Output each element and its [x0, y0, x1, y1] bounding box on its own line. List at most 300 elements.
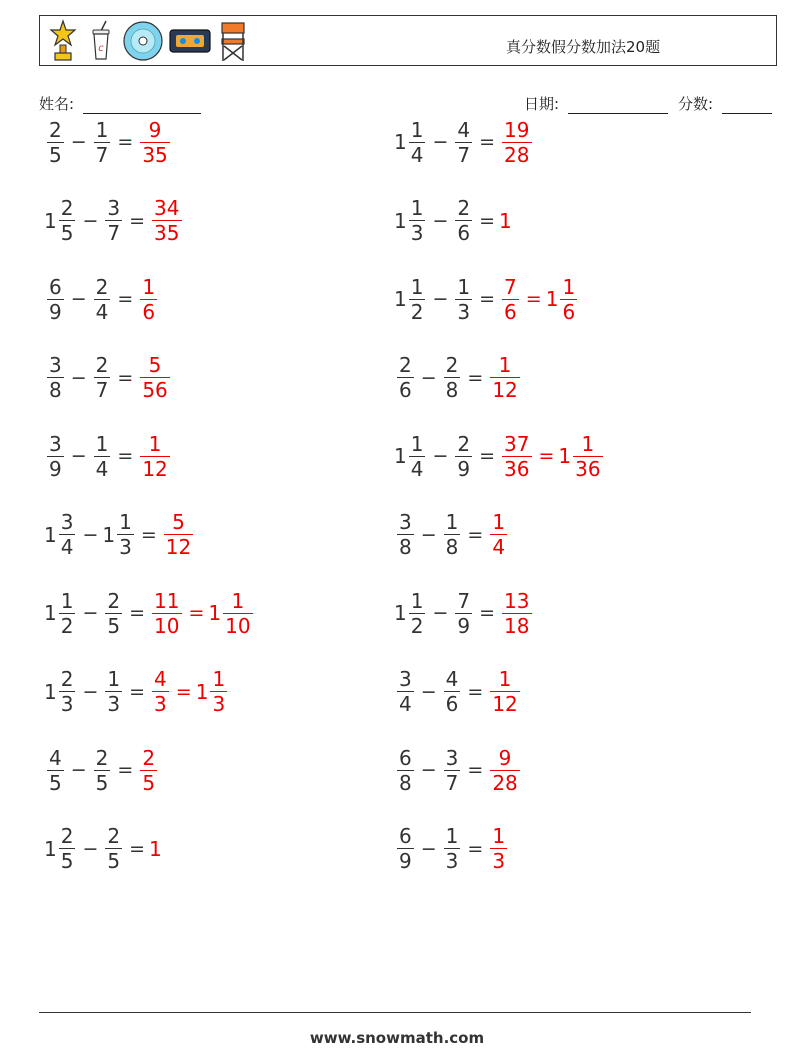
- operand-a-numerator: 1: [60, 588, 74, 613]
- answer-value-numerator: 4: [154, 667, 167, 691]
- operand-b-numerator: 1: [457, 274, 471, 299]
- problem-row: [394, 110, 535, 174]
- operand-a-denominator: 4: [410, 142, 424, 167]
- operand-a-numerator: 2: [60, 667, 74, 691]
- answer-value: [487, 667, 522, 716]
- answer-value-denominator: 36: [504, 456, 530, 481]
- equals-sign: =: [479, 209, 496, 232]
- answer-value-denominator: 3: [492, 849, 506, 873]
- operand-b-fraction: [117, 510, 134, 559]
- answer-value-fraction: [140, 275, 157, 324]
- operand-b: [441, 824, 464, 873]
- answer-value: [499, 209, 511, 233]
- operand-a-numerator: 1: [410, 274, 424, 299]
- answer: [137, 746, 160, 795]
- minus-sign: −: [82, 680, 99, 703]
- minus-sign: −: [432, 288, 449, 310]
- equals-sign: =: [479, 288, 496, 310]
- equals-sign: =: [117, 759, 134, 781]
- answer-value-numerator: 13: [504, 588, 530, 613]
- operand-b-denominator: 7: [95, 142, 109, 167]
- operand-b-fraction: [105, 824, 122, 873]
- operand-a-denominator: 9: [49, 299, 62, 324]
- operand-b: [452, 196, 475, 245]
- minus-sign: −: [420, 837, 437, 860]
- operand-b-denominator: 8: [445, 535, 459, 559]
- operand-a-numerator: 4: [49, 745, 62, 770]
- answer-value-numerator: 1: [492, 824, 506, 848]
- minus-sign: −: [82, 602, 99, 624]
- operand-a-fraction: [59, 667, 76, 716]
- answer-value-numerator: 1: [492, 510, 506, 534]
- answer-value-fraction: [502, 118, 531, 167]
- operand-b-numerator: 4: [457, 117, 471, 142]
- answer-value-numerator: 2: [142, 745, 156, 770]
- operand-a: [394, 275, 428, 324]
- operand-a-denominator: 9: [49, 456, 62, 481]
- answer-value-numerator: 1: [498, 353, 512, 377]
- operand-b-numerator: 3: [445, 745, 459, 770]
- operand-a-denominator: 2: [60, 613, 74, 638]
- answer-value: [137, 118, 172, 167]
- operand-b-numerator: 2: [445, 353, 459, 377]
- operand-a-denominator: 8: [399, 535, 412, 559]
- operand-a-numerator: 6: [399, 824, 412, 848]
- operand-a: [44, 353, 67, 402]
- answer-value-fraction: [140, 118, 169, 167]
- operand-a: [394, 118, 428, 167]
- operand-b-denominator: 7: [95, 378, 109, 402]
- problem-row: [394, 660, 523, 724]
- operand-b-fraction: [444, 510, 461, 559]
- problem-row: [394, 817, 510, 881]
- operand-a-fraction: [397, 824, 414, 873]
- operand-a-fraction: [409, 196, 426, 245]
- operand-a-whole: 1: [394, 444, 407, 468]
- operand-b-fraction: [94, 432, 111, 481]
- answer: [149, 589, 256, 638]
- answer-value-denominator: 28: [504, 142, 530, 167]
- operand-b-numerator: 1: [445, 824, 459, 848]
- minus-sign: −: [420, 759, 437, 781]
- problem-row: [44, 581, 256, 645]
- equals-sign: =: [467, 837, 484, 860]
- operand-b-fraction: [94, 353, 111, 402]
- answer: [499, 118, 534, 167]
- equals-sign: =: [129, 209, 146, 232]
- operand-b: [102, 589, 125, 638]
- problem-row: [44, 503, 196, 567]
- answer-value: [499, 589, 534, 638]
- answer: [149, 667, 230, 716]
- problem-row: [394, 738, 523, 802]
- operand-b-denominator: 4: [95, 456, 109, 481]
- operand-b-fraction: [455, 118, 472, 167]
- operand-a-denominator: 3: [410, 221, 424, 245]
- minus-sign: −: [82, 523, 99, 546]
- answer-value: [149, 196, 184, 245]
- answer-value-denominator: 12: [492, 378, 518, 402]
- minus-sign: −: [432, 131, 449, 153]
- operand-a-fraction: [409, 118, 426, 167]
- operand-b-fraction: [105, 589, 122, 638]
- answer: [487, 667, 522, 716]
- operand-b-denominator: 9: [457, 613, 471, 638]
- answer-value-fraction: [152, 196, 181, 245]
- answer-value-whole: 1: [208, 601, 222, 625]
- minus-sign: −: [82, 209, 99, 232]
- answer: [487, 510, 510, 559]
- operand-b-fraction: [105, 196, 122, 245]
- answer-value-fraction: [152, 667, 169, 716]
- operand-b-numerator: 1: [107, 667, 121, 691]
- operand-a: [394, 196, 428, 245]
- answer-value: [137, 746, 160, 795]
- operand-b: [441, 746, 464, 795]
- operand-a-denominator: 5: [60, 849, 74, 873]
- operand-a: [44, 510, 78, 559]
- operand-a-numerator: 1: [410, 196, 424, 220]
- operand-b: [91, 746, 114, 795]
- answer-value: [546, 275, 580, 324]
- operand-b-numerator: 1: [95, 431, 109, 456]
- operand-b-numerator: 1: [95, 117, 109, 142]
- answer: [137, 432, 172, 481]
- answer-value-fraction: [490, 667, 519, 716]
- operand-b-fraction: [455, 196, 472, 245]
- equals-sign: =: [467, 759, 484, 781]
- date-field: [524, 93, 668, 114]
- operand-b-fraction: [455, 432, 472, 481]
- answer-value-numerator: 7: [504, 274, 517, 299]
- answer-value: [137, 353, 172, 402]
- answer: [161, 510, 196, 559]
- operand-a-denominator: 5: [60, 221, 74, 245]
- operand-a-numerator: 2: [60, 196, 74, 220]
- operand-b-fraction: [444, 746, 461, 795]
- minus-sign: −: [432, 209, 449, 232]
- answer-value-numerator: 1: [498, 667, 512, 691]
- answer-value-denominator: 56: [142, 378, 168, 402]
- operand-b: [91, 432, 114, 481]
- answer-value-fraction: [490, 510, 507, 559]
- answer-value-numerator: 1: [148, 431, 162, 456]
- problem-row: [394, 503, 510, 567]
- operand-b-denominator: 6: [457, 221, 471, 245]
- soda-cup-icon: [84, 19, 118, 63]
- operand-a-fraction: [47, 353, 64, 402]
- answer-value-denominator: 6: [562, 299, 576, 324]
- minus-sign: −: [70, 759, 87, 781]
- equals-sign: =: [479, 131, 496, 153]
- answer: [487, 746, 522, 795]
- answer-value: [499, 118, 534, 167]
- operand-a: [44, 275, 67, 324]
- operand-b-whole: 1: [102, 522, 116, 547]
- operand-a-numerator: 2: [49, 117, 62, 142]
- operand-a-fraction: [409, 275, 426, 324]
- operand-a-numerator: 3: [399, 510, 412, 534]
- operand-a-numerator: 3: [49, 431, 62, 456]
- score-blank-line: [722, 99, 772, 114]
- problem-row: [44, 189, 185, 253]
- operand-b-fraction: [444, 667, 461, 716]
- answer-value-denominator: 10: [225, 613, 251, 638]
- problem-row: [394, 424, 606, 488]
- operand-b-denominator: 9: [457, 456, 471, 481]
- operand-a-whole: 1: [44, 522, 57, 547]
- answer-value-fraction: [140, 746, 157, 795]
- answer-value: [487, 353, 522, 402]
- problem-row: [394, 267, 580, 331]
- answer-value-denominator: 12: [165, 535, 192, 559]
- equals-sign: =: [467, 680, 484, 703]
- operand-a-fraction: [47, 432, 64, 481]
- answer-value-fraction: [502, 432, 531, 481]
- operand-a-denominator: 8: [399, 770, 412, 795]
- answer-value-numerator: 1: [562, 274, 576, 299]
- equals-sign: =: [117, 445, 134, 467]
- operand-a-numerator: 1: [410, 117, 424, 142]
- operand-b-denominator: 8: [445, 378, 459, 402]
- operand-a-denominator: 4: [410, 456, 424, 481]
- answer: [137, 275, 160, 324]
- operand-a-fraction: [397, 510, 414, 559]
- operand-a: [44, 196, 78, 245]
- date-label: 日期:: [524, 95, 560, 113]
- video-cassette-icon: [168, 19, 212, 63]
- answer-value-fraction: [140, 432, 169, 481]
- footer-divider: [39, 1012, 751, 1013]
- operand-a-fraction: [59, 510, 76, 559]
- answer-value-whole: 1: [499, 208, 512, 233]
- operand-a-whole: 1: [394, 601, 407, 625]
- operand-a-fraction: [59, 589, 76, 638]
- operand-b-numerator: 4: [445, 667, 459, 691]
- answer-value-numerator: 5: [172, 510, 185, 534]
- answer-value-denominator: 10: [154, 613, 180, 638]
- operand-b-numerator: 2: [95, 745, 109, 770]
- equals-sign: =: [129, 837, 146, 860]
- answer-equals-sign: =: [525, 288, 542, 310]
- operand-b-denominator: 5: [107, 849, 121, 873]
- operand-a-fraction: [397, 667, 414, 716]
- answer-value-numerator: 19: [504, 117, 530, 142]
- problem-row: [44, 424, 173, 488]
- operand-b-denominator: 7: [107, 221, 121, 245]
- answer-value: [487, 824, 510, 873]
- operand-a-fraction: [59, 196, 76, 245]
- equals-sign: =: [467, 523, 484, 546]
- equals-sign: =: [140, 523, 157, 546]
- operand-b: [441, 510, 464, 559]
- operand-a-denominator: 4: [399, 692, 412, 716]
- operand-a-denominator: 4: [60, 535, 74, 559]
- operand-b-numerator: 2: [457, 196, 471, 220]
- answer-value-fraction: [502, 589, 531, 638]
- answer-value-whole: 1: [195, 679, 209, 704]
- operand-b-fraction: [94, 746, 111, 795]
- operand-a-fraction: [397, 353, 414, 402]
- operand-b: [102, 510, 136, 559]
- answer-value-fraction: [152, 589, 181, 638]
- operand-b: [452, 275, 475, 324]
- score-label: 分数:: [678, 95, 714, 113]
- equals-sign: =: [479, 445, 496, 467]
- answer: [137, 118, 172, 167]
- operand-a-numerator: 6: [49, 274, 62, 299]
- answer-value: [196, 667, 230, 716]
- minus-sign: −: [420, 680, 437, 703]
- answer-value-fraction: [490, 746, 519, 795]
- operand-b-numerator: 1: [445, 510, 459, 534]
- operand-b-fraction: [105, 667, 122, 716]
- operand-b-fraction: [455, 275, 472, 324]
- operand-a-denominator: 3: [60, 692, 74, 716]
- operand-b-numerator: 7: [457, 588, 471, 613]
- answer-value: [149, 589, 184, 638]
- operand-a-whole: 1: [394, 208, 407, 233]
- operand-b-denominator: 5: [95, 770, 109, 795]
- answer: [137, 353, 172, 402]
- operand-a-numerator: 6: [399, 745, 412, 770]
- operand-a-whole: 1: [44, 679, 57, 704]
- problem-row: [44, 738, 160, 802]
- answer-value-denominator: 12: [142, 456, 168, 481]
- operand-a-whole: 1: [44, 208, 57, 233]
- operand-a-denominator: 9: [399, 849, 412, 873]
- operand-b-denominator: 4: [95, 299, 109, 324]
- minus-sign: −: [70, 288, 87, 310]
- problem-row: [394, 346, 523, 410]
- equals-sign: =: [117, 366, 134, 389]
- trophy-icon: [46, 19, 80, 63]
- operand-a-numerator: 3: [49, 353, 62, 377]
- operand-a-numerator: 3: [399, 667, 412, 691]
- operand-a-denominator: 6: [399, 378, 412, 402]
- operand-b-fraction: [455, 589, 472, 638]
- operand-a-whole: 1: [394, 130, 407, 154]
- answer-value-fraction: [560, 275, 577, 324]
- answer-value-numerator: 11: [154, 588, 180, 613]
- answer-value-fraction: [490, 353, 519, 402]
- operand-b: [102, 196, 125, 245]
- operand-b-denominator: 5: [107, 613, 121, 638]
- answer-value-numerator: 1: [581, 431, 595, 456]
- operand-a: [44, 824, 78, 873]
- equals-sign: =: [479, 602, 496, 624]
- operand-a-fraction: [47, 746, 64, 795]
- operand-b: [91, 353, 114, 402]
- operand-a: [394, 432, 428, 481]
- answer-value: [149, 667, 172, 716]
- operand-b: [452, 432, 475, 481]
- header-icons: [46, 19, 250, 63]
- answer-value-fraction: [210, 667, 227, 716]
- operand-a: [394, 667, 417, 716]
- operand-a-fraction: [47, 275, 64, 324]
- operand-a: [44, 746, 67, 795]
- answer-value-whole: 1: [545, 287, 559, 311]
- operand-b: [102, 824, 125, 873]
- operand-a: [394, 746, 417, 795]
- worksheet-title: 真分数假分数加法20题: [506, 38, 661, 56]
- answer-value-denominator: 18: [504, 613, 530, 638]
- operand-a-denominator: 5: [49, 770, 62, 795]
- answer-value-denominator: 3: [154, 692, 167, 716]
- operand-b-numerator: 2: [457, 431, 471, 456]
- operand-b-denominator: 7: [457, 142, 471, 167]
- operand-a: [44, 432, 67, 481]
- answer: [149, 837, 161, 861]
- operand-b-denominator: 6: [445, 692, 459, 716]
- answer-value-denominator: 36: [575, 456, 601, 481]
- answer: [499, 275, 580, 324]
- answer-value: [487, 746, 522, 795]
- operand-b: [91, 275, 114, 324]
- answer-value: [499, 275, 522, 324]
- operand-b-denominator: 7: [445, 770, 459, 795]
- operand-a-denominator: 2: [410, 299, 424, 324]
- answer-value-fraction: [164, 510, 193, 559]
- operand-a: [44, 667, 78, 716]
- answer: [149, 196, 184, 245]
- answer: [487, 353, 522, 402]
- operand-b: [452, 118, 475, 167]
- problem-row: [394, 189, 511, 253]
- operand-a-fraction: [47, 118, 64, 167]
- operand-a-whole: 1: [44, 836, 57, 861]
- minus-sign: −: [432, 445, 449, 467]
- operand-a: [44, 589, 78, 638]
- minus-sign: −: [70, 131, 87, 153]
- answer-value-denominator: 35: [142, 142, 168, 167]
- operand-a-numerator: 1: [410, 588, 424, 613]
- problem-row: [44, 660, 230, 724]
- answer-value-fraction: [140, 353, 169, 402]
- operand-a-numerator: 2: [399, 353, 412, 377]
- problem-row: [44, 346, 173, 410]
- operand-a-numerator: 2: [60, 824, 74, 848]
- minus-sign: −: [70, 366, 87, 389]
- answer-value: [499, 432, 534, 481]
- problem-row: [394, 581, 535, 645]
- answer-value-numerator: 9: [148, 117, 162, 142]
- equals-sign: =: [129, 602, 146, 624]
- operand-b-numerator: 2: [95, 274, 109, 299]
- operand-a-denominator: 2: [410, 613, 424, 638]
- operand-b-numerator: 2: [107, 824, 121, 848]
- operand-a: [394, 589, 428, 638]
- answer: [487, 824, 510, 873]
- answer-value-fraction: [223, 589, 252, 638]
- answer-value-numerator: 9: [498, 745, 512, 770]
- answer-value-numerator: 5: [148, 353, 162, 377]
- directors-chair-icon: [216, 19, 250, 63]
- minus-sign: −: [70, 445, 87, 467]
- answer-equals-sign: =: [175, 680, 192, 703]
- operand-b: [441, 353, 464, 402]
- minus-sign: −: [82, 837, 99, 860]
- answer-value-denominator: 6: [504, 299, 517, 324]
- operand-a-whole: 1: [44, 601, 57, 625]
- answer-value: [487, 510, 510, 559]
- answer-value-fraction: [502, 275, 519, 324]
- cd-disc-icon: [122, 19, 164, 63]
- operand-b-numerator: 2: [107, 588, 121, 613]
- answer: [499, 589, 534, 638]
- operand-a: [394, 824, 417, 873]
